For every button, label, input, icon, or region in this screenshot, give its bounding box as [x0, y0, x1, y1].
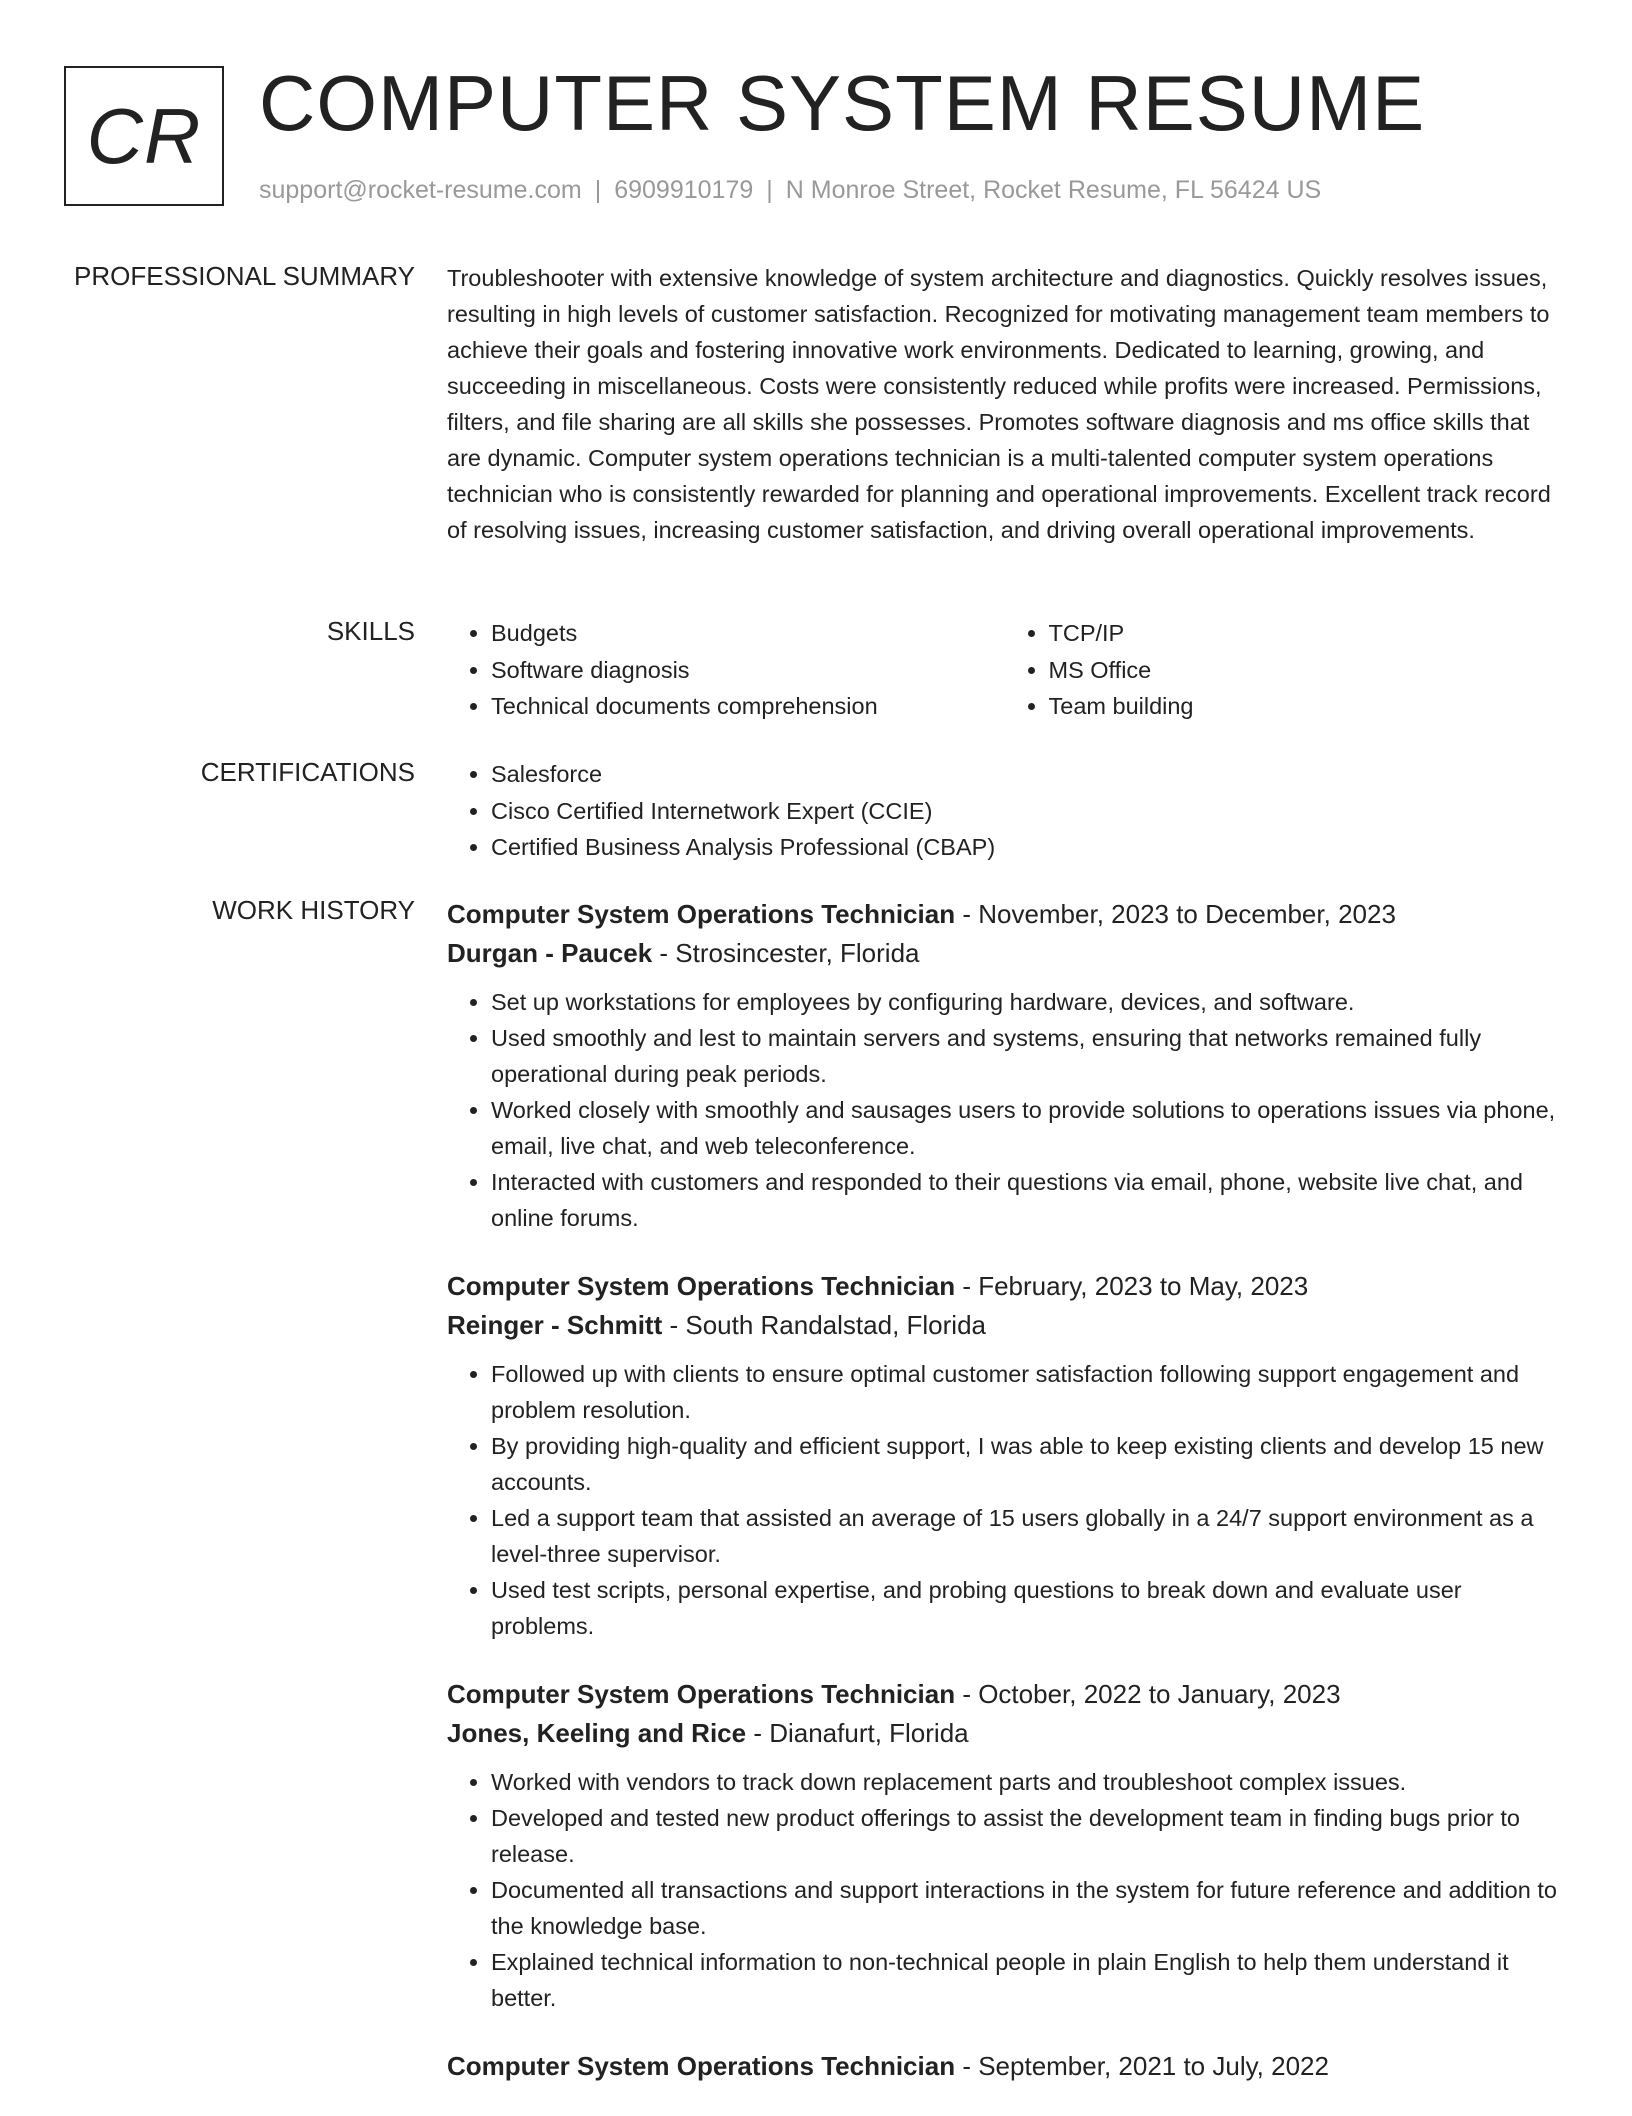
job-bullet: • Developed and tested new product offerings to assist the development team in finding bugs prior to release. — [491, 1800, 1562, 1872]
skill-item: • MS Office — [1049, 652, 1563, 689]
job-dates: February, 2023 to May, 2023 — [978, 1271, 1309, 1301]
job-bullet: • Explained technical information to non-technical people in plain English to help them understand it better. — [491, 1944, 1562, 2016]
job-company-line — [447, 934, 1562, 972]
skill-item: • Budgets — [491, 615, 1005, 652]
section-heading: WORK HISTORY — [212, 895, 415, 925]
job-bullets — [447, 1356, 1562, 1644]
job-bullet: • Used smoothly and lest to maintain servers and systems, ensuring that networks remained fully operational during peak periods. — [491, 1020, 1562, 1092]
job-entry — [447, 1674, 1562, 2016]
resume-title: COMPUTER SYSTEM RESUME — [259, 59, 1426, 147]
certification-item: • Certified Business Analysis Professional (CBAP) — [491, 829, 1562, 866]
company-name: Durgan - Paucek — [447, 938, 653, 968]
job-bullet: • Led a support team that assisted an average of 15 users globally in a 24/7 support environment as a level-three supervisor. — [491, 1500, 1562, 1572]
skill-item: • Software diagnosis — [491, 652, 1005, 689]
section-heading: PROFESSIONAL SUMMARY — [74, 261, 415, 291]
email-link[interactable]: support@rocket-resume.com — [259, 176, 582, 204]
separator: | — [766, 176, 773, 204]
dash: - — [955, 1271, 979, 1301]
job-bullet: • Worked with vendors to track down replacement parts and troubleshoot complex issues. — [491, 1764, 1562, 1800]
job-title-line — [447, 1266, 1562, 1306]
job-bullet: • By providing high-quality and efficient support, I was able to keep existing clients and develop 15 new accounts. — [491, 1428, 1562, 1500]
job-title-line — [447, 894, 1562, 934]
job-dates: October, 2022 to January, 2023 — [978, 1679, 1341, 1709]
job-bullet: • Followed up with clients to ensure optimal customer satisfaction following support engagement and problem resolution. — [491, 1356, 1562, 1428]
company-name: Jones, Keeling and Rice — [447, 1718, 747, 1748]
dash: - — [955, 899, 979, 929]
job-title-line — [447, 2046, 1562, 2086]
separator: | — [594, 176, 602, 204]
company-location: Dianafurt, Florida — [769, 1718, 969, 1748]
job-title: Computer System Operations Technician — [447, 1679, 956, 1709]
summary-text: Troubleshooter with extensive knowledge of system architecture and diagnostics. Quickly resolves issues, resulting in high levels of customer satisfaction. Recognized for motivating management team members to achieve their goals and fostering innovative work environments. Dedicated to learning, growing, and succeeding in miscellaneous. Costs were consistently reduced while profits were increased. Permissions, filters, and file sharing are all skills she possesses. Promotes software diagnosis and ms office skills that are dynamic. Computer system operations technician is a multi-talented computer system operations technician who is consistently rewarded for planning and operational improvements. Excellent track record of resolving issues, increasing customer satisfaction, and driving overall operational improvements. — [447, 265, 1551, 543]
dash: - — [955, 1679, 979, 1709]
work-history-body — [447, 894, 1562, 2116]
skill-item: • Team building — [1049, 688, 1563, 725]
skill-item: • TCP/IP — [1049, 615, 1563, 652]
job-bullets — [447, 984, 1562, 1236]
monogram: CR — [64, 66, 224, 206]
job-entry — [447, 894, 1562, 1236]
section-heading: SKILLS — [326, 616, 415, 646]
job-company-line — [447, 1714, 1562, 1752]
job-bullet: • Used test scripts, personal expertise, and probing questions to break down and evaluate user problems. — [491, 1572, 1562, 1644]
job-dates: September, 2021 to July, 2022 — [978, 2051, 1329, 2081]
job-title: Computer System Operations Technician — [447, 1271, 956, 1301]
dash: - — [652, 938, 676, 968]
company-location: South Randalstad, Florida — [685, 1310, 986, 1340]
skills-list-right — [1005, 615, 1563, 725]
certification-item: • Salesforce — [491, 756, 1562, 793]
section-heading: CERTIFICATIONS — [200, 757, 415, 787]
certifications-body — [447, 756, 1562, 866]
skills-list-left — [447, 615, 1005, 725]
job-bullet: • Worked closely with smoothly and sausages users to provide solutions to operations issues via phone, email, live chat, and web teleconference. — [491, 1092, 1562, 1164]
address: N Monroe Street, Rocket Resume, FL 56424 US — [785, 176, 1322, 204]
job-bullets — [447, 1764, 1562, 2016]
job-company-line — [447, 1306, 1562, 1344]
certification-item: • Cisco Certified Internetwork Expert (CCIE) — [491, 793, 1562, 830]
dash: - — [955, 2051, 979, 2081]
dash: - — [662, 1310, 686, 1340]
job-bullet: • Set up workstations for employees by configuring hardware, devices, and software. — [491, 984, 1562, 1020]
skills-columns — [447, 615, 1562, 725]
job-title: Computer System Operations Technician — [447, 899, 956, 929]
company-location: Strosincester, Florida — [675, 938, 920, 968]
job-dates: November, 2023 to December, 2023 — [978, 899, 1396, 929]
job-entry — [447, 1266, 1562, 1644]
job-bullet: • Documented all transactions and support interactions in the system for future reference and addition to the knowledge base. — [491, 1872, 1562, 1944]
job-bullet: • Interacted with customers and responded to their questions via email, phone, website live chat, and online forums. — [491, 1164, 1562, 1236]
phone-number: 6909910179 — [614, 176, 754, 204]
contact-line — [259, 176, 1321, 205]
job-entry — [447, 2046, 1562, 2086]
certifications-list — [447, 756, 1562, 866]
skill-item: • Technical documents comprehension — [491, 688, 1005, 725]
job-title: Computer System Operations Technician — [447, 2051, 956, 2081]
company-name: Reinger - Schmitt — [447, 1310, 663, 1340]
dash: - — [746, 1718, 770, 1748]
job-title-line — [447, 1674, 1562, 1714]
